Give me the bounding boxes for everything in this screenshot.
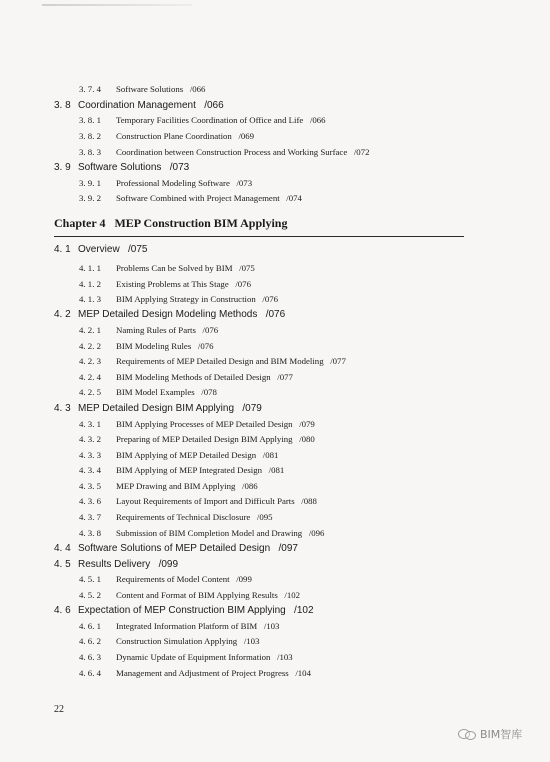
toc-entry-number: 4. 3: [54, 403, 71, 414]
toc-subsection-entry: [79, 132, 254, 141]
toc-entry-page: /076: [235, 279, 251, 289]
toc-entry-page: /095: [256, 512, 273, 522]
toc-entry-title: Coordination Management: [78, 100, 196, 111]
toc-entry-title: Requirements of Technical Disclosure: [116, 512, 251, 522]
toc-entry-number: 4. 1: [54, 244, 71, 255]
toc-entry-page: /102: [284, 590, 301, 600]
watermark: [458, 724, 522, 744]
toc-entry-number: 4. 3. 3: [79, 450, 101, 460]
toc-entry-page: /069: [238, 131, 255, 141]
toc-section-entry: [54, 101, 224, 111]
toc-entry-title: BIM Applying Strategy in Construction: [116, 294, 256, 304]
toc-entry-title: BIM Applying Processes of MEP Detailed Design: [116, 419, 293, 429]
toc-entry-title: Professional Modeling Software: [116, 178, 230, 188]
toc-entry-page: /103: [243, 636, 260, 646]
toc-entry-title: Problems Can be Solved by BIM: [116, 263, 233, 273]
toc-entry-number: 3. 8. 2: [79, 131, 101, 141]
chat-bubbles-icon: [458, 728, 476, 740]
toc-entry-title: Software Solutions: [116, 84, 184, 94]
toc-entry-number: 3. 7. 4: [79, 84, 101, 94]
toc-entry-title: Overview: [78, 244, 120, 255]
toc-entry-number: 3. 9: [54, 162, 71, 173]
toc-entry-title: Software Solutions of MEP Detailed Design: [78, 543, 271, 554]
toc-entry-title: Content and Format of BIM Applying Results: [116, 590, 278, 600]
toc-entry-number: 4. 2. 4: [79, 372, 101, 382]
toc-entry-number: 4. 6. 4: [79, 668, 101, 678]
toc-subsection-entry: [79, 513, 273, 522]
toc-subsection-entry: [79, 497, 317, 506]
toc-entry-page: /079: [242, 403, 262, 414]
chapter-title: MEP Construction BIM Applying: [114, 216, 288, 230]
toc-entry-number: 3. 8. 3: [79, 147, 101, 157]
toc-section-entry: [54, 560, 178, 570]
toc-entry-page: /076: [197, 341, 214, 351]
toc-subsection-entry: [79, 451, 278, 460]
toc-entry-number: 4. 3. 8: [79, 528, 101, 538]
toc-entry-page: /076: [265, 309, 286, 320]
toc-entry-page: /104: [295, 668, 311, 678]
toc-entry-page: /096: [308, 528, 325, 538]
toc-entry-page: /076: [202, 325, 219, 335]
toc-entry-page: /073: [236, 178, 253, 188]
toc-entry-title: MEP Detailed Design Modeling Methods: [78, 309, 258, 320]
toc-entry-page: /097: [278, 543, 298, 554]
toc-entry-title: Existing Problems at This Stage: [116, 279, 229, 289]
toc-entry-page: /080: [299, 434, 315, 444]
toc-subsection-entry: [79, 482, 258, 491]
toc-subsection-entry: [79, 357, 346, 366]
toc-entry-page: /103: [277, 652, 293, 662]
toc-entry-number: 4. 3. 6: [79, 496, 101, 506]
toc-entry-page: /086: [242, 481, 258, 491]
toc-entry-title: Integrated Information Platform of BIM: [116, 621, 258, 631]
chapter-label: Chapter 4: [54, 216, 106, 230]
top-edge-smudge: [42, 4, 192, 6]
toc-entry-number: 4. 3. 2: [79, 434, 101, 444]
chapter-heading: [54, 217, 287, 229]
toc-subsection-entry: [79, 179, 252, 188]
toc-section-entry: [54, 544, 298, 554]
toc-entry-title: BIM Model Examples: [116, 387, 195, 397]
toc-entry-number: 3. 9. 1: [79, 178, 101, 188]
toc-entry-number: 4. 2. 1: [79, 325, 101, 335]
toc-entry-number: 4. 6: [54, 605, 71, 616]
toc-entry-title: Coordination between Construction Process and Working Surface: [116, 147, 348, 157]
toc-entry-page: /077: [330, 356, 346, 366]
toc-subsection-entry: [79, 280, 251, 289]
toc-entry-number: 4. 2: [54, 309, 71, 320]
toc-entry-page: /074: [286, 193, 302, 203]
toc-subsection-entry: [79, 148, 369, 157]
toc-entry-number: 4. 3. 4: [79, 465, 101, 475]
toc-subsection-entry: [79, 194, 302, 203]
toc-subsection-entry: [79, 466, 284, 475]
toc-entry-title: Naming Rules of Parts: [116, 325, 196, 335]
toc-entry-number: 4. 3. 1: [79, 419, 101, 429]
toc-entry-title: Layout Requirements of Import and Difficult Parts: [116, 496, 295, 506]
toc-entry-title: Requirements of Model Content: [116, 574, 230, 584]
toc-entry-page: /077: [277, 372, 293, 382]
toc-entry-title: Construction Simulation Applying: [116, 636, 238, 646]
toc-section-entry: [54, 606, 314, 616]
toc-entry-number: 4. 5: [54, 559, 71, 570]
toc-entry-number: 4. 3. 5: [79, 481, 101, 491]
toc-subsection-entry: [79, 637, 259, 646]
toc-subsection-entry: [79, 326, 218, 335]
toc-entry-page: /076: [262, 294, 279, 304]
toc-entry-page: /079: [299, 419, 315, 429]
toc-entry-title: Submission of BIM Completion Model and Drawing: [116, 528, 303, 538]
toc-subsection-entry: [79, 116, 326, 125]
toc-entry-page: /066: [189, 84, 206, 94]
toc-section-entry: [54, 245, 148, 255]
toc-entry-number: 4. 2. 2: [79, 341, 101, 351]
toc-section-entry: [54, 404, 262, 414]
toc-subsection-entry: [79, 575, 252, 584]
page-number: 22: [54, 704, 64, 715]
toc-entry-number: 4. 5. 1: [79, 574, 101, 584]
toc-entry-page: /099: [158, 559, 179, 570]
toc-subsection-entry: [79, 264, 255, 273]
toc-entry-number: 3. 8. 1: [79, 115, 101, 125]
toc-entry-page: /066: [204, 100, 224, 111]
toc-entry-page: /072: [353, 147, 370, 157]
toc-subsection-entry: [79, 373, 293, 382]
toc-subsection-entry: [79, 420, 315, 429]
toc-entry-page: /102: [294, 605, 314, 616]
toc-section-entry: [54, 310, 285, 320]
toc-subsection-entry: [79, 591, 300, 600]
toc-subsection-entry: [79, 622, 279, 631]
toc-entry-number: 4. 2. 5: [79, 387, 101, 397]
toc-entry-number: 4. 1. 3: [79, 294, 101, 304]
toc-subsection-entry: [79, 388, 217, 397]
toc-entry-title: Construction Plane Coordination: [116, 131, 232, 141]
toc-entry-number: 4. 3. 7: [79, 512, 101, 522]
toc-subsection-entry: [79, 529, 324, 538]
toc-entry-number: 4. 6. 2: [79, 636, 101, 646]
toc-entry-number: 4. 5. 2: [79, 590, 101, 600]
toc-entry-page: /099: [236, 574, 252, 584]
toc-entry-number: 4. 6. 1: [79, 621, 101, 631]
toc-entry-title: Software Combined with Project Management: [116, 193, 280, 203]
toc-entry-title: Temporary Facilities Coordination of Office and Life: [116, 115, 304, 125]
toc-entry-page: /066: [309, 115, 326, 125]
toc-entry-number: 4. 1. 2: [79, 279, 101, 289]
toc-entry-number: 3. 8: [54, 100, 71, 111]
toc-entry-number: 4. 2. 3: [79, 356, 101, 366]
toc-entry-title: BIM Applying of MEP Integrated Design: [116, 465, 263, 475]
toc-entry-page: /075: [128, 244, 148, 255]
toc-entry-number: 4. 1. 1: [79, 263, 101, 273]
watermark-text: BIM智库: [480, 728, 523, 741]
toc-subsection-entry: [79, 435, 315, 444]
toc-entry-number: 4. 6. 3: [79, 652, 101, 662]
toc-entry-title: BIM Modeling Methods of Detailed Design: [116, 372, 271, 382]
toc-entry-title: MEP Detailed Design BIM Applying: [78, 403, 235, 414]
toc-subsection-entry: [79, 342, 214, 351]
toc-entry-page: /088: [301, 496, 317, 506]
toc-entry-number: 4. 4: [54, 543, 71, 554]
chapter-divider: [54, 236, 464, 237]
toc-entry-page: /075: [239, 263, 255, 273]
toc-entry-title: BIM Applying of MEP Detailed Design: [116, 450, 257, 460]
toc-entry-page: /103: [263, 621, 280, 631]
toc-entry-number: 3. 9. 2: [79, 193, 101, 203]
toc-entry-title: Expectation of MEP Construction BIM Applying: [78, 605, 286, 616]
toc-subsection-entry: [79, 295, 278, 304]
toc-entry-title: Management and Adjustment of Project Progress: [116, 668, 289, 678]
toc-entry-page: /078: [201, 387, 217, 397]
toc-entry-page: /073: [169, 162, 190, 173]
toc-entry-page: /081: [262, 450, 279, 460]
toc-subsection-entry: [79, 85, 205, 94]
toc-entry-title: BIM Modeling Rules: [116, 341, 192, 351]
toc-subsection-entry: [79, 653, 293, 662]
toc-entry-title: Results Delivery: [78, 559, 151, 570]
toc-entry-title: Dynamic Update of Equipment Information: [116, 652, 271, 662]
toc-entry-title: Software Solutions: [78, 162, 162, 173]
toc-subsection-entry: [79, 669, 311, 678]
toc-entry-title: Preparing of MEP Detailed Design BIM Applying: [116, 434, 293, 444]
toc-entry-title: Requirements of MEP Detailed Design and BIM Modeling: [116, 356, 324, 366]
toc-section-entry: [54, 163, 189, 173]
toc-entry-title: MEP Drawing and BIM Applying: [116, 481, 236, 491]
toc-entry-page: /081: [268, 465, 285, 475]
